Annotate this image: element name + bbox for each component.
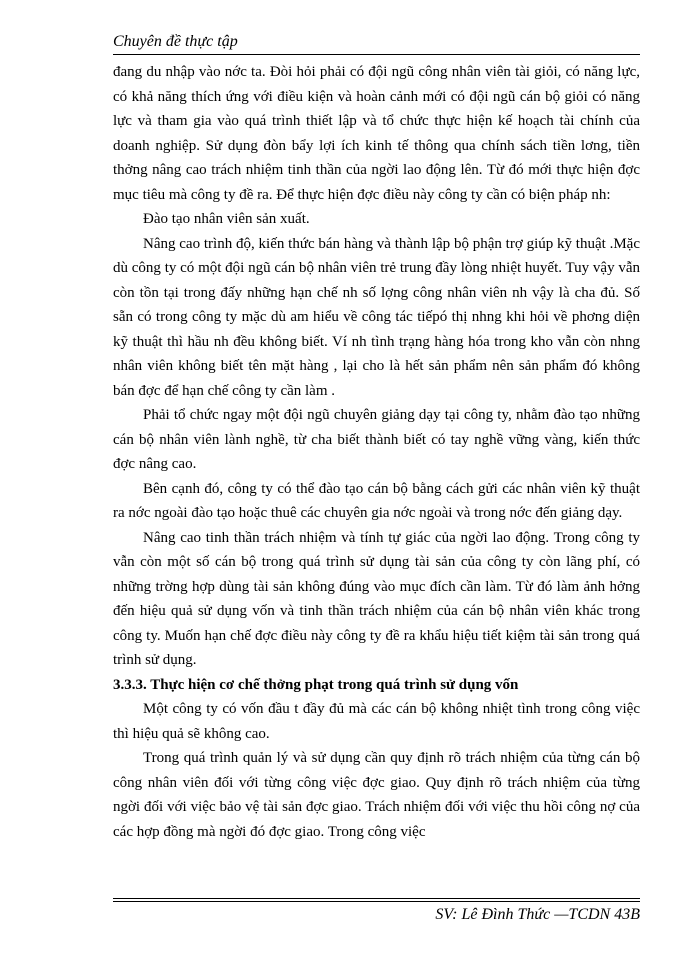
header-rule xyxy=(113,54,640,55)
body-paragraph: Bên cạnh đó, công ty có thể đào tạo cán bộ bằng cách gửi các nhân viên kỹ thuật ra nớc ngoài đào tạo hoặc thuê các chuyên gia nớc ngoài và trong nớc đến giảng dạy. xyxy=(113,480,640,521)
body-paragraph: đang du nhập vào nớc ta. Đòi hỏi phải có đội ngũ công nhân viên tài giỏi, có năng lực, có khả năng thích ứng với điều kiện và hoàn cảnh mới có đội ngũ cán bộ giỏi có năng lực và tham gia vào quá trình thiết lập và tổ chức thực hiện kế hoạch tài chính của doanh nghiệp. Sử dụng đòn bẩy lợi ích kinh tế thông qua chính sách tiền lơng, tiền thởng nâng cao trách nhiệm tinh thần của ngời lao động lên. Từ đó mới thực hiện đợc mục tiêu mà công ty đề ra. Để thực hiện đợc điều này công ty cần có biện pháp nh: xyxy=(113,64,640,203)
page-footer-author: SV: Lê Đình Thức —TCDN 43B xyxy=(435,906,640,923)
section-heading: 3.3.3. Thực hiện cơ chế thởng phạt trong quá trình sử dụng vốn xyxy=(113,676,519,693)
body-paragraph: Đào tạo nhân viên sản xuất. xyxy=(143,211,310,227)
page-header-title: Chuyên đề thực tập xyxy=(113,33,238,50)
body-paragraph: Một công ty có vốn đầu t đầy đủ mà các cán bộ không nhiệt tình trong công việc thì hiệu quả sẽ không cao. xyxy=(113,701,640,742)
body-paragraph: Trong quá trình quản lý và sử dụng cần quy định rõ trách nhiệm của từng cán bộ công nhân viên đối với từng công việc đợc giao. Quy định rõ trách nhiệm của từng ngời đối với việc bảo vệ tài sản đợc giao. Trách nhiệm đối với việc thu hồi công nợ của các hợp đồng mà ngời đó đợc giao. Trong công việc xyxy=(113,750,640,840)
footer-rule-bottom xyxy=(113,901,640,902)
body-paragraph: Phải tổ chức ngay một đội ngũ chuyên giảng dạy tại công ty, nhằm đào tạo những cán bộ nhân viên lành nghề, từ cha biết thành biết có tay nghề vững vàng, kiến thức đợc nâng cao. xyxy=(113,407,640,472)
footer-rule-top xyxy=(113,898,640,899)
body-paragraph: Nâng cao trình độ, kiến thức bán hàng và thành lập bộ phận trợ giúp kỹ thuật .Mặc dù công ty có một đội ngũ cán bộ nhân viên trẻ trung đầy lòng nhiệt huyết. Tuy vậy vẫn còn tồn tại trong đấy những hạn chế nh số lợng công nhân viên nh vậy là cha đủ. Số sẵn có trong công ty mặc dù am hiểu về công tác tiếpó thị nhng khi hỏi về phơng diện kỹ thuật thì hầu nh đều không biết. Ví nh tình trạng hàng hóa trong kho vẫn còn nhng nhân viên không biết tên mặt hàng , lại cho là hết sản phẩm nên sản phẩm đó không bán đợc để hạn chế công ty cần làm . xyxy=(113,235,640,399)
body-paragraph: Nâng cao tinh thần trách nhiệm và tính tự giác của ngời lao động. Trong công ty vẫn còn một số cán bộ trong quá trình sử dụng tài sản của công ty còn lãng phí, có những trờng hợp dùng tài sản không đúng vào mục đích cần làm. Từ đó làm ảnh hởng đến hiệu quả sử dụng vốn và tinh thần trách nhiệm của cán bộ nhân viên khác trong công ty. Muốn hạn chế đợc điều này công ty đề ra khẩu hiệu tiết kiệm tài sản trong quá trình sử dụng. xyxy=(113,529,640,668)
document-body xyxy=(113,60,640,844)
